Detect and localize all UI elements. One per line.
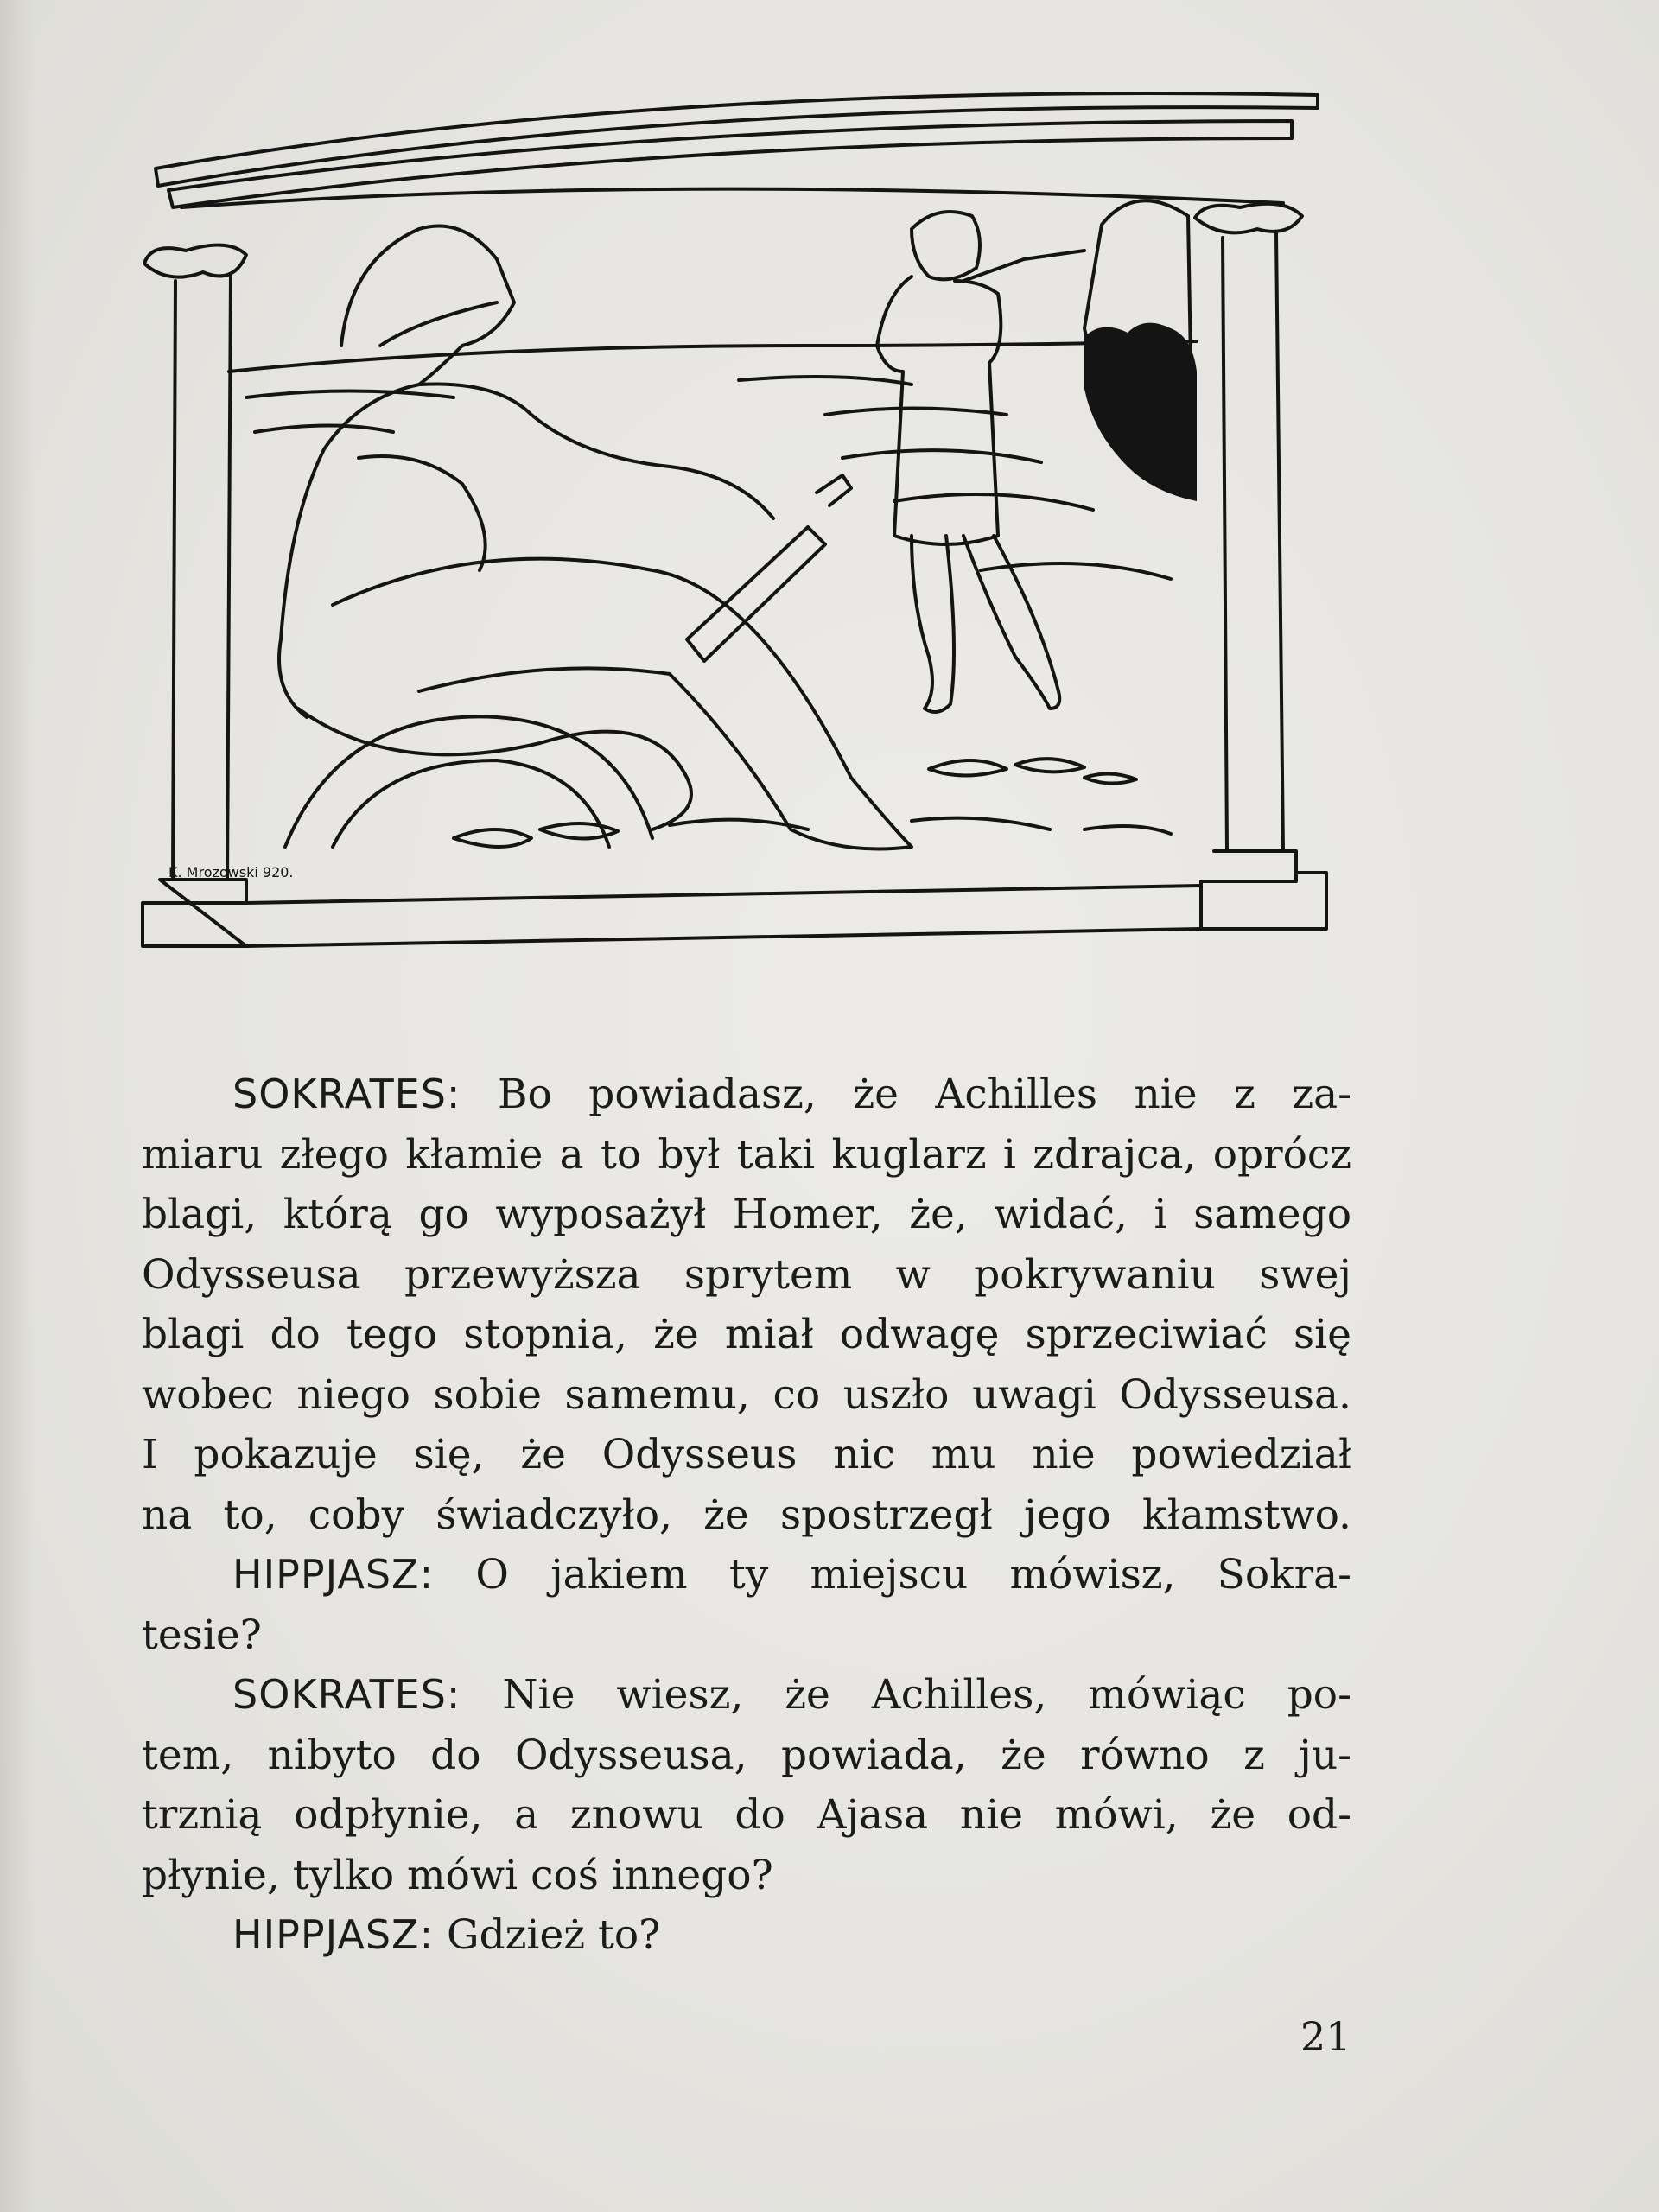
dialogue-paragraph-3 — [142, 1665, 1351, 1905]
left-column-base — [143, 880, 246, 946]
text-line: I pokazuje się, że Odysseus nic mu nie powiedział — [142, 1431, 1351, 1478]
text-line — [142, 1905, 1351, 1966]
odysseus-right-leg — [963, 536, 1059, 709]
horizon — [229, 341, 1197, 372]
dialogue-text — [142, 1065, 1351, 1966]
ground-lines — [670, 818, 1171, 834]
left-ionic-capital — [144, 245, 246, 277]
right-column-base — [1201, 851, 1326, 929]
odysseus-left-leg — [912, 536, 954, 712]
speaker-name: SOKRATES: — [232, 1671, 461, 1718]
text-line: tem, nibyto do Odysseusa, powiada, że równo z ju- — [142, 1731, 1351, 1779]
text-line: płynie, tylko mówi coś innego? — [142, 1851, 773, 1899]
right-ionic-capital — [1195, 204, 1302, 233]
ship-silhouette — [1084, 200, 1197, 501]
artist-signature: K. Mrozowski 920. — [168, 864, 294, 880]
text-line: blagi do tego stopnia, że miał odwagę sprzeciwiać się — [142, 1311, 1351, 1358]
text-line: na to, coby świadczyło, że spostrzegł jego kłamstwo. — [142, 1491, 1351, 1539]
sea-waves — [246, 377, 1171, 579]
achilles-leg — [333, 559, 912, 849]
text-line: Odysseusa przewyższa sprytem w pokrywaniu swej — [142, 1250, 1351, 1299]
dialogue-paragraph-1 — [142, 1065, 1351, 1545]
achilles-back — [279, 385, 419, 717]
sword-hilt — [817, 475, 851, 505]
text-line — [142, 1065, 1351, 1125]
roof-underline — [181, 189, 1283, 207]
round-shield — [285, 716, 652, 847]
achilles-torso — [359, 456, 486, 570]
line-text: Nie wiesz, że Achilles, mówiąc po- — [502, 1671, 1351, 1719]
line-text: O jakiem ty miejscu mówisz, Sokra- — [475, 1551, 1351, 1599]
dialogue-paragraph-4 — [142, 1905, 1351, 1966]
page-number: 21 — [1300, 2013, 1351, 2060]
dialogue-paragraph-2 — [142, 1545, 1351, 1665]
text-line — [142, 1545, 1351, 1605]
text-line: miaru złego kłamie a to był taki kuglarz i zdrajca, oprócz — [142, 1130, 1351, 1179]
greek-frieze-illustration — [134, 86, 1335, 959]
roof-beam — [168, 121, 1292, 207]
right-column-shaft — [1223, 233, 1283, 851]
text-line: tesie? — [142, 1611, 262, 1659]
text-line: trznią odpłynie, a znowu do Ajasa nie mówi, że od- — [142, 1791, 1351, 1839]
speaker-name: HIPPJASZ: — [232, 1911, 435, 1958]
illustration-drawing — [134, 86, 1335, 959]
page-gutter-shadow — [0, 0, 35, 2212]
left-column-shaft — [173, 275, 231, 880]
speaker-name: HIPPJASZ: — [232, 1551, 435, 1598]
stylobate — [246, 886, 1201, 946]
line-text: Gdzież to? — [447, 1911, 661, 1959]
odysseus-head — [912, 212, 980, 279]
text-line: wobec niego sobie samemu, co uszło uwagi Odysseusa. — [142, 1370, 1351, 1419]
line-text: Bo powiadasz, że Achilles nie z za- — [497, 1071, 1351, 1118]
text-line — [142, 1665, 1351, 1726]
text-line: blagi, którą go wyposażył Homer, że, widać, i samego — [142, 1191, 1351, 1238]
odysseus-staff — [963, 251, 1084, 281]
beach-stones — [454, 759, 1136, 847]
speaker-name: SOKRATES: — [232, 1071, 461, 1117]
